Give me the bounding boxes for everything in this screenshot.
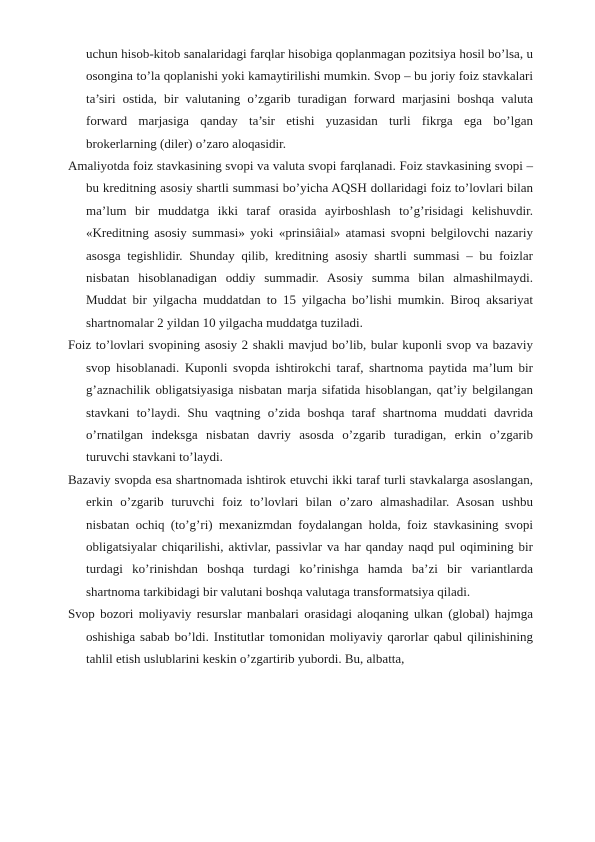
paragraph-continuation: uchun hisob-kitob sanalaridagi farqlar hisobiga qoplanmagan pozitsiya hosil bo’lsa, u osongina to’la qoplanishi yoki kamaytirilishi mumkin. Svop – bu joriy foiz stavkalari ta’siri ostida, bir valutaning o’zgarib turadigan forward marjasini boshqa valuta forward marjasiga qanday ta’sir etishi yuzasidan turli fikrga ega bo’lgan brokerlarning (diler) o’zaro aloqasidir. <box>86 46 533 151</box>
paragraph-basis-swap: Bazaviy svopda esa shartnomada ishtirok etuvchi ikki taraf turli stavkalarga asoslangan, erkin o’zgarib turuvchi foiz to’lovlari bilan o’zaro almashadilar. Asosan ushbu nisbatan ochiq (to’g’ri) mexanizmdan foydalangan holda, foiz stavkasining svopi obligatsiyalar chiqarilishi, aktivlar, passivlar va har qanday naqd pul oqimining bir turdagi ko’rinishdan boshqa turdagi ko’rinishga hamda ba’zi bir variantlarda shartnoma tarkibidagi bir valutani boshqa valutaga transformatsiya qiladi. <box>68 471 533 599</box>
paragraph-swap-market: Svop bozori moliyaviy resurslar manbalari orasidagi aloqaning ulkan (global) hajmga oshishiga sabab bo’ldi. Institutlar tomonidan moliyaviy qarorlar qabul qilinishining tahlil etish uslublarini keskin o’zgartirib yubordi. Bu, albatta, <box>68 606 533 666</box>
paragraph-swap-types: Amaliyotda foiz stavkasining svopi va valuta svopi farqlanadi. Foiz stavkasining svopi – bu kreditning asosiy shartli summasi bo’yicha AQSH dollaridagi foiz to’lovlari bilan ma’lum bir muddatga ikki taraf orasida ayirboshlash to’g’risidagi kelishuvdir. «Kreditning asosiy summasi» yoki «prinsiâial» atamasi svopni belgilovchi nazariy asosga tegishlidir. Shunday qilib, kreditning asosiy shartli summasi – bu foizlar nisbatan hisoblanadigan oddiy summadir. Asosiy summa bilan almashilmaydi. Muddat bir yilgacha muddatdan to 15 yilgacha bo’lishi mumkin. Biroq aksariyat shartnomalar 2 yildan 10 yilgacha muddatga tuziladi. <box>68 158 533 330</box>
paragraph-coupon-swap: Foiz to’lovlari svopining asosiy 2 shakli mavjud bo’lib, bular kuponli svop va bazaviy svop hisoblanadi. Kuponli svopda ishtirokchi taraf, shartnoma paytida ma’lum bir g’aznachilik obligatsiyasiga nisbatan marja sifatida hisoblangan, qat’iy belgilangan stavkani to’laydi. Shu vaqtning o’zida boshqa taraf shartnoma muddati davrida o’rnatilgan indeksga nisbatan davriy asosda o’zgarib turadigan, erkin o’zgarib turuvchi stavkani to’laydi. <box>68 337 533 465</box>
document-page <box>68 43 533 670</box>
